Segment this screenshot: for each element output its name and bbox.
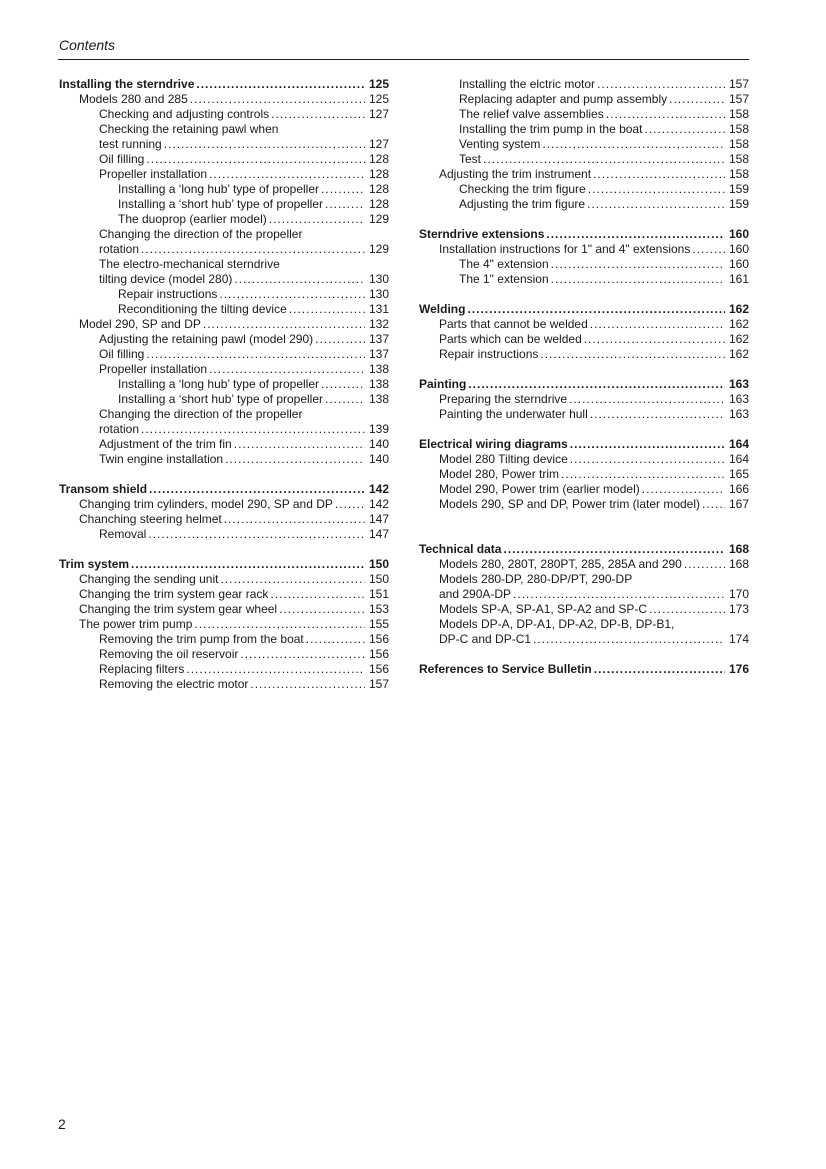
toc-page-number: 140 — [368, 437, 389, 451]
toc-entry[interactable] — [59, 197, 389, 212]
toc-entry-title: Adjusting the trim figure — [459, 197, 586, 211]
toc-page-number: 160 — [728, 227, 749, 241]
dot-leader — [606, 107, 725, 122]
dot-leader — [597, 77, 725, 92]
toc-page-number: 159 — [728, 182, 749, 196]
toc-entry-title-line: Models DP-A, DP-A1, DP-A2, DP-B, DP-B1, — [439, 617, 675, 631]
section-spacer — [59, 467, 389, 482]
toc-page-number: 162 — [728, 347, 749, 361]
section-spacer — [59, 542, 389, 557]
toc-section-heading[interactable] — [419, 662, 749, 677]
dot-leader — [594, 662, 725, 677]
toc-entry-title: Changing the trim system gear rack — [79, 587, 269, 601]
toc-entry[interactable] — [419, 332, 749, 347]
section-spacer — [419, 422, 749, 437]
dot-leader — [225, 452, 365, 467]
dot-leader — [546, 227, 725, 242]
toc-entry-title: The power trim pump — [79, 617, 193, 631]
toc-entry-title-line: Changing the direction of the propeller — [99, 227, 303, 241]
toc-page-number: 125 — [368, 92, 389, 106]
toc-page-number: 176 — [728, 662, 749, 676]
toc-entry-title: Preparing the sterndrive — [439, 392, 568, 406]
dot-leader — [335, 497, 365, 512]
toc-entry[interactable] — [59, 572, 389, 587]
toc-entry-title: Venting system — [459, 137, 541, 151]
toc-entry-title: Removal — [99, 527, 147, 541]
toc-section-heading[interactable] — [419, 437, 749, 452]
dot-leader — [315, 332, 365, 347]
toc-entry-title: Sterndrive extensions — [419, 227, 545, 241]
toc-entry[interactable] — [59, 527, 389, 542]
toc-entry-title: Model 280, Power trim — [439, 467, 560, 481]
toc-entry[interactable] — [59, 302, 389, 317]
dot-leader — [570, 452, 725, 467]
toc-entry-title-line: Models 280-DP, 280-DP/PT, 290-DP — [439, 572, 633, 586]
dot-leader — [148, 527, 365, 542]
toc-entry[interactable] — [419, 392, 749, 407]
toc-entry-title: Technical data — [419, 542, 502, 556]
dot-leader — [570, 437, 725, 452]
toc-entry-title: Models 280, 280T, 280PT, 285, 285A and 290 — [439, 557, 682, 571]
toc-entry[interactable] — [419, 452, 749, 467]
toc-entry-title: Trim system — [59, 557, 130, 571]
toc-page-number: 157 — [368, 677, 389, 691]
toc-entry[interactable] — [59, 167, 389, 182]
toc-entry-title: Removing the trim pump from the boat — [99, 632, 304, 646]
section-spacer — [419, 287, 749, 302]
toc-section-heading[interactable] — [419, 377, 749, 392]
dot-leader — [684, 557, 725, 572]
toc-entry-title: Checking the trim figure — [459, 182, 586, 196]
toc-entry-title: Painting — [419, 377, 467, 391]
toc-entry-title: Repair instructions — [439, 347, 539, 361]
toc-entry-title: Model 290, SP and DP — [79, 317, 201, 331]
toc-entry[interactable] — [419, 92, 749, 107]
toc-entry-title: Adjustment of the trim fin — [99, 437, 232, 451]
toc-entry[interactable] — [59, 662, 389, 677]
toc-page-number: 132 — [368, 317, 389, 331]
dot-leader — [642, 482, 725, 497]
toc-page-number: 150 — [368, 557, 389, 571]
dot-leader — [669, 92, 725, 107]
toc-entry-title: Installing the sterndrive — [59, 77, 195, 91]
toc-page-number: 142 — [368, 497, 389, 511]
toc-entry[interactable] — [59, 647, 389, 662]
toc-right-column — [419, 77, 749, 677]
toc-page-number: 158 — [728, 152, 749, 166]
toc-page-number: 162 — [728, 332, 749, 346]
toc-entry-title: The relief valve assemblies — [459, 107, 604, 121]
toc-entry[interactable] — [419, 242, 749, 257]
toc-page-number: 158 — [728, 137, 749, 151]
dot-leader — [588, 182, 725, 197]
toc-entry[interactable] — [59, 257, 389, 287]
page-number: 2 — [58, 1116, 66, 1132]
toc-page-number: 173 — [728, 602, 749, 616]
toc-page-number: 129 — [368, 242, 389, 256]
dot-leader — [551, 257, 725, 272]
toc-page-number: 139 — [368, 422, 389, 436]
toc-entry[interactable] — [419, 572, 749, 602]
toc-entry-title-line: The electro-mechanical sterndrive — [99, 257, 280, 271]
toc-entry-title: Oil filling — [99, 152, 145, 166]
dot-leader — [141, 242, 365, 257]
toc-entry[interactable] — [419, 557, 749, 572]
toc-entry[interactable] — [419, 77, 749, 92]
toc-entry-title-line: Changing the direction of the propeller — [99, 407, 303, 421]
dot-leader — [196, 77, 365, 92]
dot-leader — [644, 122, 725, 137]
toc-entry-title: Models 290, SP and DP, Power trim (later model) — [439, 497, 701, 511]
toc-entry[interactable] — [59, 377, 389, 392]
toc-entry-title: Installing the trim pump in the boat — [459, 122, 643, 136]
toc-entry[interactable] — [59, 497, 389, 512]
toc-page-number: 163 — [728, 377, 749, 391]
dot-leader — [271, 107, 365, 122]
dot-leader — [209, 167, 365, 182]
toc-page-number: 125 — [368, 77, 389, 91]
dot-leader — [234, 272, 365, 287]
toc-entry-title: Installing a ‘short hub’ type of propeller — [118, 197, 324, 211]
toc-page-number: 153 — [368, 602, 389, 616]
dot-leader — [702, 497, 725, 512]
toc-entry-title: Installing a ‘short hub’ type of propeller — [118, 392, 324, 406]
toc-page-number: 162 — [728, 317, 749, 331]
toc-entry-title: References to Service Bulletin — [419, 662, 592, 676]
dot-leader — [533, 632, 725, 647]
toc-entry[interactable] — [419, 197, 749, 212]
toc-entry[interactable] — [59, 152, 389, 167]
dot-leader — [146, 347, 365, 362]
dot-leader — [219, 287, 365, 302]
toc-entry-row — [99, 137, 389, 152]
toc-entry-title: Changing trim cylinders, model 290, SP and DP — [79, 497, 333, 511]
dot-leader — [194, 617, 365, 632]
dot-leader — [186, 662, 365, 677]
dot-leader — [325, 392, 365, 407]
dot-leader — [590, 317, 725, 332]
toc-entry-title: Transom shield — [59, 482, 148, 496]
dot-leader — [649, 602, 725, 617]
toc-entry-title: Replacing filters — [99, 662, 185, 676]
dot-leader — [503, 542, 725, 557]
toc-entry[interactable] — [419, 257, 749, 272]
toc-page-number: 128 — [368, 182, 389, 196]
dot-leader — [483, 152, 725, 167]
page-title: Contents — [59, 37, 116, 53]
toc-entry-title: Models SP-A, SP-A1, SP-A2 and SP-C — [439, 602, 648, 616]
toc-entry[interactable] — [419, 152, 749, 167]
toc-page-number: 138 — [368, 362, 389, 376]
toc-page-number: 160 — [728, 257, 749, 271]
toc-entry[interactable] — [59, 332, 389, 347]
toc-entry-title: Installing the elctric motor — [459, 77, 596, 91]
toc-entry[interactable] — [59, 392, 389, 407]
toc-entry[interactable] — [59, 632, 389, 647]
toc-page-number: 168 — [728, 557, 749, 571]
toc-page-number: 131 — [368, 302, 389, 316]
toc-page-number: 161 — [728, 272, 749, 286]
dot-leader — [279, 602, 365, 617]
toc-page-number: 137 — [368, 332, 389, 346]
dot-leader — [269, 212, 365, 227]
toc-entry-title: Parts which can be welded — [439, 332, 582, 346]
toc-page-number: 147 — [368, 527, 389, 541]
toc-entry-title: Electrical wiring diagrams — [419, 437, 568, 451]
toc-entry[interactable] — [419, 167, 749, 182]
toc-entry-title: Repair instructions — [118, 287, 218, 301]
toc-page-number: 130 — [368, 272, 389, 286]
dot-leader — [590, 407, 725, 422]
toc-page-number: 156 — [368, 632, 389, 646]
toc-entry-row — [99, 242, 389, 257]
toc-entry-title: Welding — [419, 302, 466, 316]
dot-leader — [141, 422, 365, 437]
section-spacer — [419, 647, 749, 662]
toc-entry-title: Removing the oil reservoir — [99, 647, 239, 661]
toc-entry[interactable] — [59, 362, 389, 377]
toc-entry-title: Adjusting the retaining pawl (model 290) — [99, 332, 314, 346]
toc-page-number: 158 — [728, 167, 749, 181]
toc-entry-title: Painting the underwater hull — [439, 407, 588, 421]
toc-entry[interactable] — [419, 272, 749, 287]
toc-page-number: 128 — [368, 167, 389, 181]
toc-left-column — [59, 77, 389, 692]
dot-leader — [203, 317, 365, 332]
toc-entry[interactable] — [59, 107, 389, 122]
toc-page-number: 164 — [728, 452, 749, 466]
toc-entry[interactable] — [59, 452, 389, 467]
toc-entry[interactable] — [59, 92, 389, 107]
toc-entry-title: Test — [459, 152, 482, 166]
toc-entry-title: The 1" extension — [459, 272, 549, 286]
toc-entry[interactable] — [59, 227, 389, 257]
toc-entry-title: rotation — [99, 242, 140, 256]
dot-leader — [587, 197, 725, 212]
toc-section-heading[interactable] — [419, 542, 749, 557]
dot-leader — [164, 137, 365, 152]
toc-entry-title: DP-C and DP-C1 — [439, 632, 532, 646]
toc-entry-title: Oil filling — [99, 347, 145, 361]
dot-leader — [289, 302, 365, 317]
toc-entry-title: Chanching steering helmet — [79, 512, 222, 526]
toc-page-number: 159 — [728, 197, 749, 211]
toc-entry-title: test running — [99, 137, 162, 151]
toc-page-number: 165 — [728, 467, 749, 481]
header-divider — [58, 59, 749, 60]
toc-entry[interactable] — [419, 137, 749, 152]
dot-leader — [321, 377, 365, 392]
toc-entry[interactable] — [419, 467, 749, 482]
toc-page-number: 157 — [728, 92, 749, 106]
toc-entry-title: and 290A-DP — [439, 587, 512, 601]
dot-leader — [146, 152, 365, 167]
toc-section-heading[interactable] — [59, 557, 389, 572]
toc-entry-row — [99, 272, 389, 287]
toc-entry[interactable] — [59, 212, 389, 227]
toc-entry-title: Adjusting the trim instrument — [439, 167, 592, 181]
toc-entry-row — [439, 587, 749, 602]
toc-page-number: 158 — [728, 122, 749, 136]
toc-section-heading[interactable] — [419, 227, 749, 242]
toc-entry[interactable] — [59, 122, 389, 152]
toc-page-number: 155 — [368, 617, 389, 631]
toc-entry[interactable] — [59, 182, 389, 197]
toc-page-number: 137 — [368, 347, 389, 361]
toc-entry[interactable] — [419, 122, 749, 137]
toc-entry-title: The 4" extension — [459, 257, 549, 271]
dot-leader — [561, 467, 725, 482]
dot-leader — [306, 632, 365, 647]
toc-page-number: 138 — [368, 377, 389, 391]
toc-entry[interactable] — [59, 602, 389, 617]
toc-page-number: 162 — [728, 302, 749, 316]
toc-page-number: 127 — [368, 107, 389, 121]
dot-leader — [240, 647, 365, 662]
toc-entry[interactable] — [59, 677, 389, 692]
toc-section-heading[interactable] — [59, 482, 389, 497]
toc-page-number: 138 — [368, 392, 389, 406]
toc-entry[interactable] — [419, 617, 749, 647]
toc-page-number: 174 — [728, 632, 749, 646]
toc-page-number: 147 — [368, 512, 389, 526]
toc-entry-title: Checking and adjusting controls — [99, 107, 270, 121]
toc-page-number: 156 — [368, 662, 389, 676]
dot-leader — [513, 587, 725, 602]
toc-page-number: 163 — [728, 392, 749, 406]
toc-page-number: 157 — [728, 77, 749, 91]
toc-page-number: 156 — [368, 647, 389, 661]
toc-entry-title: Replacing adapter and pump assembly — [459, 92, 668, 106]
toc-page-number: 163 — [728, 407, 749, 421]
toc-page-number: 150 — [368, 572, 389, 586]
toc-entry[interactable] — [59, 407, 389, 437]
dot-leader — [321, 182, 365, 197]
toc-entry-title: Installation instructions for 1" and 4" extensions — [439, 242, 691, 256]
toc-page-number: 168 — [728, 542, 749, 556]
toc-entry[interactable] — [419, 347, 749, 362]
toc-entry[interactable] — [59, 512, 389, 527]
toc-entry-title: rotation — [99, 422, 140, 436]
dot-leader — [131, 557, 365, 572]
toc-page-number: 130 — [368, 287, 389, 301]
toc-entry[interactable] — [59, 347, 389, 362]
dot-leader — [468, 377, 725, 392]
toc-entry-title: Installing a ‘long hub’ type of propeller — [118, 377, 320, 391]
toc-page-number: 140 — [368, 452, 389, 466]
toc-entry[interactable] — [59, 317, 389, 332]
toc-entry-title: Removing the electric motor — [99, 677, 249, 691]
dot-leader — [593, 167, 725, 182]
toc-page-number: 170 — [728, 587, 749, 601]
dot-leader — [149, 482, 365, 497]
dot-leader — [692, 242, 725, 257]
toc-entry-title: Model 290, Power trim (earlier model) — [439, 482, 640, 496]
dot-leader — [584, 332, 725, 347]
toc-page-number: 128 — [368, 152, 389, 166]
toc-entry-title: Installing a ‘long hub’ type of propeller — [118, 182, 320, 196]
toc-entry-title: Propeller installation — [99, 167, 208, 181]
toc-entry-title: Twin engine installation — [99, 452, 224, 466]
toc-page-number: 166 — [728, 482, 749, 496]
dot-leader — [325, 197, 365, 212]
dot-leader — [190, 92, 365, 107]
toc-entry[interactable] — [59, 287, 389, 302]
toc-entry[interactable] — [419, 602, 749, 617]
toc-entry-title: tilting device (model 280) — [99, 272, 233, 286]
toc-page-number: 129 — [368, 212, 389, 226]
dot-leader — [250, 677, 365, 692]
toc-entry-title: Changing the trim system gear wheel — [79, 602, 278, 616]
toc-entry[interactable] — [59, 617, 389, 632]
toc-page-number: 167 — [728, 497, 749, 511]
dot-leader — [542, 137, 725, 152]
toc-entry[interactable] — [419, 407, 749, 422]
toc-page-number: 164 — [728, 437, 749, 451]
dot-leader — [569, 392, 725, 407]
toc-page-number: 142 — [368, 482, 389, 496]
toc-entry-title: Models 280 and 285 — [79, 92, 188, 106]
toc-entry[interactable] — [419, 497, 749, 512]
toc-entry[interactable] — [419, 107, 749, 122]
dot-leader — [467, 302, 725, 317]
toc-page-number: 127 — [368, 137, 389, 151]
toc-section-heading[interactable] — [59, 77, 389, 92]
toc-entry-title: Reconditioning the tilting device — [118, 302, 287, 316]
toc-entry-title: Propeller installation — [99, 362, 208, 376]
dot-leader — [209, 362, 365, 377]
toc-entry[interactable] — [419, 317, 749, 332]
toc-entry-row — [439, 632, 749, 647]
toc-entry-title: The duoprop (earlier model) — [118, 212, 267, 226]
section-spacer — [419, 512, 749, 542]
dot-leader — [234, 437, 365, 452]
toc-entry-title: Model 280 Tilting device — [439, 452, 568, 466]
section-spacer — [419, 212, 749, 227]
dot-leader — [224, 512, 365, 527]
toc-entry[interactable] — [59, 437, 389, 452]
toc-entry-title-line: Checking the retaining pawl when — [99, 122, 279, 136]
toc-section-heading[interactable] — [419, 302, 749, 317]
dot-leader — [220, 572, 365, 587]
toc-page-number: 158 — [728, 107, 749, 121]
toc-entry[interactable] — [419, 482, 749, 497]
dot-leader — [540, 347, 725, 362]
toc-entry-title: Changing the sending unit — [79, 572, 219, 586]
toc-page-number: 151 — [368, 587, 389, 601]
section-spacer — [419, 362, 749, 377]
toc-entry[interactable] — [59, 587, 389, 602]
toc-page-number: 128 — [368, 197, 389, 211]
dot-leader — [270, 587, 365, 602]
toc-entry-title: Parts that cannot be welded — [439, 317, 588, 331]
dot-leader — [551, 272, 725, 287]
toc-entry[interactable] — [419, 182, 749, 197]
toc-page-number: 160 — [728, 242, 749, 256]
toc-entry-row — [99, 422, 389, 437]
